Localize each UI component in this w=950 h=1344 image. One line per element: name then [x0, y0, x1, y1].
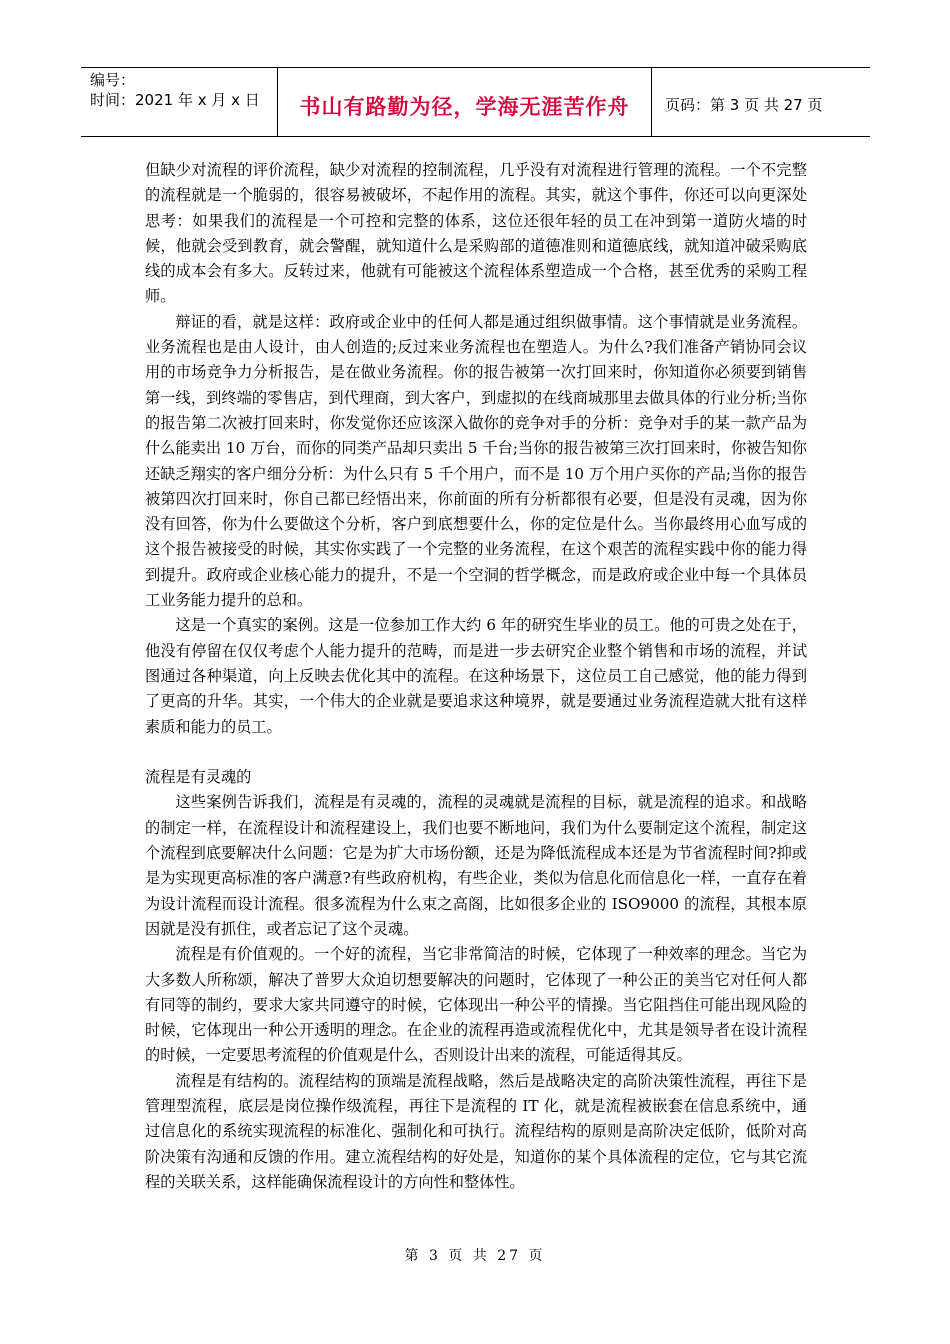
paragraph: 这些案例告诉我们，流程是有灵魂的，流程的灵魂就是流程的目标，就是流程的追求。和战略的制定一样，在流程设计和流程建设上，我们也要不断地问，我们为什么要制定这个流程，制定这个流程到底要解决什么问题：它是为扩大市场份额，还是为降低流程成本还是为节省流程时间?抑或是为实现更高标准的客户满意?有些政府机构，有些企业，类似为信息化而信息化一样，一直存在着为设计流程而设计流程。很多流程为什么束之高阁，比如很多企业的 ISO9000 的流程，其根本原因就是没有抓住，或者忘记了这个灵魂。 — [145, 793, 807, 938]
paragraph: 流程是有结构的。流程结构的顶端是流程战略，然后是战略决定的高阶决策性流程，再往下是管理型流程，底层是岗位操作级流程，再往下是流程的 IT 化，就是流程被嵌套在信息系统中，通过信息化的系统实现流程的标准化、强制化和可执行。流程结构的原则是高阶决定低阶，低阶对高阶决策有沟通和反馈的作用。建立流程结构的好处是，知道你的某个具体流程的定位，它与其它流程的关联关系，这样能确保流程设计的方向性和整体性。 — [145, 1071, 807, 1191]
footer-page-number: 第 3 页 共 27 页 — [404, 1248, 546, 1264]
header-motto-cell — [278, 68, 652, 136]
document-date: 时间：2021 年 x 月 x 日 — [90, 91, 260, 109]
document-body — [145, 158, 807, 1195]
paragraph: 但缺少对流程的评价流程，缺少对流程的控制流程，几乎没有对流程进行管理的流程。一个不完整的流程就是一个脆弱的，很容易被破坏，不起作用的流程。其实，就这个事件，你还可以向更深处思考：如果我们的流程是一个可控和完整的体系，这位还很年轻的员工在冲到第一道防火墙的时候，他就会受到教育，就会警醒，就知道什么是采购部的道德准则和道德底线，就知道冲破采购底线的成本会有多大。反转过来，他就有可能被这个流程体系塑造成一个合格，甚至优秀的采购工程师。 — [145, 161, 807, 306]
paragraph: 辩证的看，就是这样：政府或企业中的任何人都是通过组织做事情。这个事情就是业务流程。业务流程也是由人设计，由人创造的;反过来业务流程也在塑造人。为什么?我们准备产销协同会议用的市场竞争力分析报告，是在做业务流程。你的报告被第一次打回来时，你知道你必须要到销售第一线，到终端的零售店，到代理商，到大客户，到虚拟的在线商城那里去做具体的行业分析;当你的报告第二次被打回来时，你发觉你还应该深入做你的竞争对手的分析：竞争对手的某一款产品为什么能卖出 10 万台，而你的同类产品却只卖出 5 千台;当你的报告被第三次打回来时，你被告知你还缺乏翔实的客户细分分析：为什么只有 5 千个用户，而不是 10 万个用户买你的产品;当你的报告被第四次打回来时，你自己都已经悟出来，你前面的所有分析都很有必要，但是没有灵魂，因为你没有回答，你为什么要做这个分析，客户到底想要什么，你的定位是什么。当你最终用心血写成的这个报告被接受的时候，其实你实践了一个完整的业务流程，在这个艰苦的流程实践中你的能力得到提升。政府或企业核心能力的提升，不是一个空洞的哲学概念，而是政府或企业中每一个具体员工业务能力提升的总和。 — [145, 312, 807, 610]
document-number: 编号： — [90, 71, 136, 89]
page-header — [81, 67, 870, 137]
page-footer — [0, 1245, 950, 1265]
header-page-cell — [652, 68, 870, 136]
paragraph: 流程是有价值观的。一个好的流程，当它非常简洁的时候，它体现了一种效率的理念。当它为大多数人所称颂，解决了普罗大众迫切想要解决的问题时，它体现了一种公正的美当它对任何人都有同等的制约，要求大家共同遵守的时候，它体现出一种公平的情操。当它阻挡住可能出现风险的时候，它体现出一种公开透明的理念。在企业的流程再造或流程优化中，尤其是领导者在设计流程的时候，一定要思考流程的价值观是什么，否则设计出来的流程，可能适得其反。 — [145, 945, 807, 1065]
header-meta-cell — [81, 68, 278, 136]
motto-text: 书山有路勤为径，学海无涯苦作舟 — [299, 95, 630, 119]
blank-line — [145, 740, 807, 765]
section-heading: 流程是有灵魂的 — [145, 768, 252, 787]
header-page-number: 页码：第 3 页 共 27 页 — [665, 96, 823, 114]
paragraph: 这是一个真实的案例。这是一位参加工作大约 6 年的研究生毕业的员工。他的可贵之处在于，他没有停留在仅仅考虑个人能力提升的范畴，而是进一步去研究企业整个销售和市场的流程，并试图通过各种渠道，向上反映去优化其中的流程。在这种场景下，这位员工自己感觉，他的能力得到了更高的升华。其实，一个伟大的企业就是要追求这种境界，就是要通过业务流程造就大批有这样素质和能力的员工。 — [145, 616, 807, 736]
